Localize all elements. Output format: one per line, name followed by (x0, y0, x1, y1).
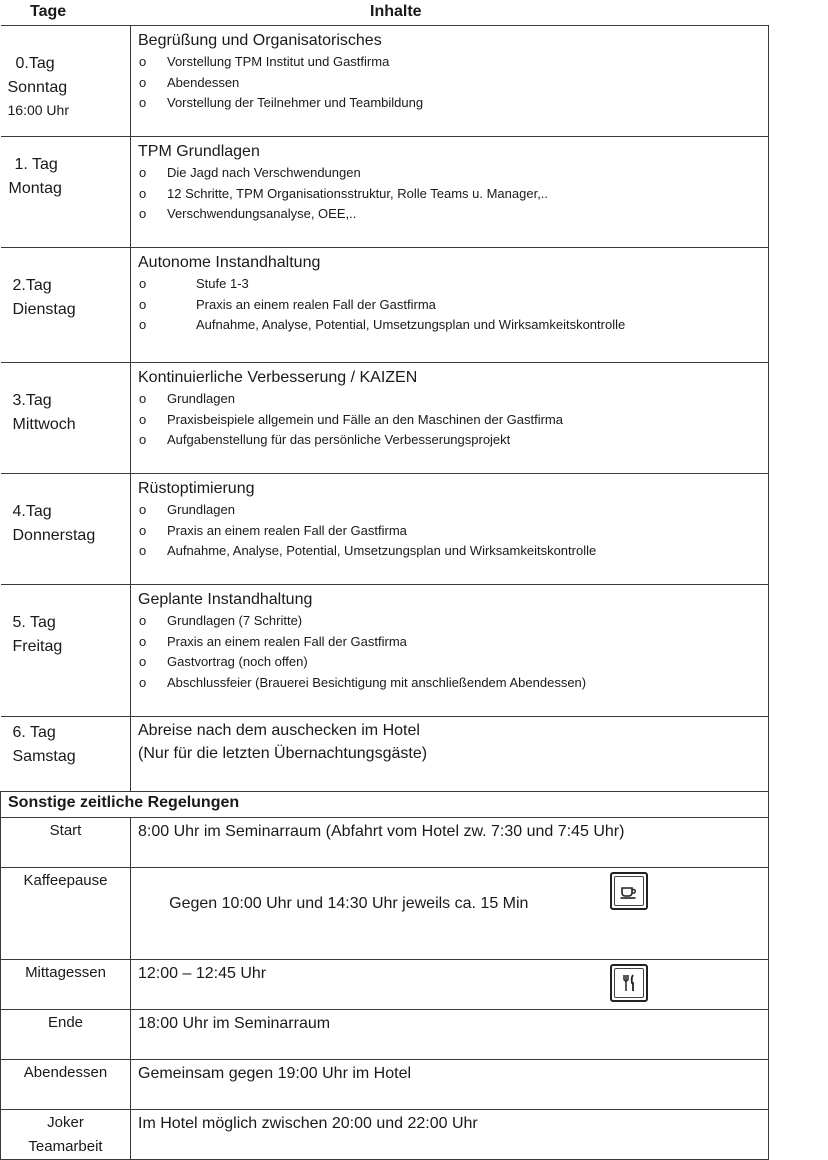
day-weekday: Dienstag (12, 301, 76, 318)
day-cell (1, 474, 131, 585)
day-number: 6. Tag (12, 724, 56, 741)
day-weekday: Sonntag (7, 79, 68, 96)
day-cell (1, 26, 131, 137)
day-number: 5. Tag (12, 614, 56, 631)
day-items (138, 163, 768, 225)
column-header-contents: Inhalte (370, 3, 422, 20)
list-item: o Praxisbeispiele allgemein und Fälle an den Maschinen der Gastfirma (138, 410, 768, 431)
day-number: 2.Tag (12, 277, 52, 294)
coffee-cup-icon (610, 872, 648, 910)
day-cell (1, 585, 131, 717)
day-row (1, 363, 769, 474)
row-text: 12:00 – 12:45 Uhr (138, 965, 267, 982)
day-weekday: Samstag (12, 748, 76, 765)
list-item: o Grundlagen (7 Schritte) (138, 611, 768, 632)
day-content (131, 717, 769, 792)
list-item: o Grundlagen (138, 389, 768, 410)
day-cell (1, 363, 131, 474)
day-title: Autonome Instandhaltung (138, 254, 321, 271)
day-number: 3.Tag (12, 392, 52, 409)
section-row (1, 792, 769, 818)
day-row (1, 137, 769, 248)
day-title: Geplante Instandhaltung (138, 591, 313, 608)
row-label: Start (1, 818, 131, 868)
column-header-days: Tage (30, 3, 67, 20)
row-text-cell (131, 868, 769, 960)
day-row (1, 717, 769, 792)
day-title: Begrüßung und Organisatorisches (138, 32, 382, 49)
day-cell (1, 717, 131, 792)
fork-knife-icon (610, 964, 648, 1002)
row-text: Gegen 10:00 Uhr und 14:30 Uhr jeweils ca. 15 Min (164, 895, 529, 912)
table-row (1, 818, 769, 868)
day-items (138, 611, 768, 693)
list-item: o Praxis an einem realen Fall der Gastfirma (138, 632, 768, 653)
day-cell (1, 248, 131, 363)
day-row (1, 585, 769, 717)
day-items (138, 52, 768, 114)
day-weekday: Montag (8, 180, 62, 197)
table-row (1, 1060, 769, 1110)
schedule-table (0, 25, 769, 1160)
list-item: o Abendessen (138, 73, 768, 94)
day-weekday: Freitag (12, 638, 63, 655)
day-title: TPM Grundlagen (138, 143, 260, 160)
list-item: o Verschwendungsanalyse, OEE,.. (138, 204, 768, 225)
day-content (131, 363, 769, 474)
departure-line: Abreise nach dem auschecken im Hotel (138, 722, 420, 739)
row-label: Ende (1, 1010, 131, 1060)
list-item: o Die Jagd nach Verschwendungen (138, 163, 768, 184)
list-item: o Praxis an einem realen Fall der Gastfirma (138, 521, 768, 542)
table-row (1, 1110, 769, 1160)
day-content (131, 474, 769, 585)
day-content (131, 137, 769, 248)
table-row (1, 1010, 769, 1060)
day-start-time: 16:00 Uhr (7, 102, 69, 118)
row-text-cell (131, 960, 769, 1010)
row-text: 8:00 Uhr im Seminarraum (Abfahrt vom Hotel zw. 7:30 und 7:45 Uhr) (131, 818, 769, 868)
day-row (1, 474, 769, 585)
row-text: 18:00 Uhr im Seminarraum (131, 1010, 769, 1060)
row-label: Joker Teamarbeit (1, 1110, 131, 1160)
list-item: o Vorstellung TPM Institut und Gastfirma (138, 52, 768, 73)
day-title: Kontinuierliche Verbesserung / KAIZEN (138, 369, 418, 386)
day-cell (1, 137, 131, 248)
list-item: o Aufnahme, Analyse, Potential, Umsetzungsplan und Wirksamkeitskontrolle (138, 541, 768, 562)
day-items (138, 389, 768, 451)
list-item: o Grundlagen (138, 500, 768, 521)
list-item: o Gastvortrag (noch offen) (138, 652, 768, 673)
day-number: 4.Tag (12, 503, 52, 520)
section-heading: Sonstige zeitliche Regelungen (1, 792, 769, 818)
row-label: Mittagessen (1, 960, 131, 1010)
table-row (1, 868, 769, 960)
day-number: 0.Tag (15, 55, 55, 72)
list-item: o Vorstellung der Teilnehmer und Teambildung (138, 93, 768, 114)
list-item: o 12 Schritte, TPM Organisationsstruktur, Rolle Teams u. Manager,.. (138, 184, 768, 205)
day-row (1, 26, 769, 137)
day-items (138, 274, 768, 336)
day-content (131, 585, 769, 717)
table-row (1, 960, 769, 1010)
row-label: Abendessen (1, 1060, 131, 1110)
day-weekday: Mittwoch (12, 416, 76, 433)
day-weekday: Donnerstag (12, 527, 96, 544)
list-item: o Aufgabenstellung für das persönliche Verbesserungsprojekt (138, 430, 768, 451)
day-number: 1. Tag (14, 156, 58, 173)
list-item: o Abschlussfeier (Brauerei Besichtigung mit anschließendem Abendessen) (138, 673, 768, 694)
row-label: Kaffeepause (1, 868, 131, 960)
day-row (1, 248, 769, 363)
day-content (131, 248, 769, 363)
list-item: o Praxis an einem realen Fall der Gastfirma (138, 295, 768, 316)
day-title: Rüstoptimierung (138, 480, 255, 497)
list-item: o Aufnahme, Analyse, Potential, Umsetzungsplan und Wirksamkeitskontrolle (138, 315, 768, 336)
list-item: o Stufe 1-3 (138, 274, 768, 295)
departure-note: (Nur für die letzten Übernachtungsgäste) (138, 745, 428, 762)
day-content (131, 26, 769, 137)
row-text: Gemeinsam gegen 19:00 Uhr im Hotel (131, 1060, 769, 1110)
day-items (138, 500, 768, 562)
row-text: Im Hotel möglich zwischen 20:00 und 22:00 Uhr (131, 1110, 769, 1160)
